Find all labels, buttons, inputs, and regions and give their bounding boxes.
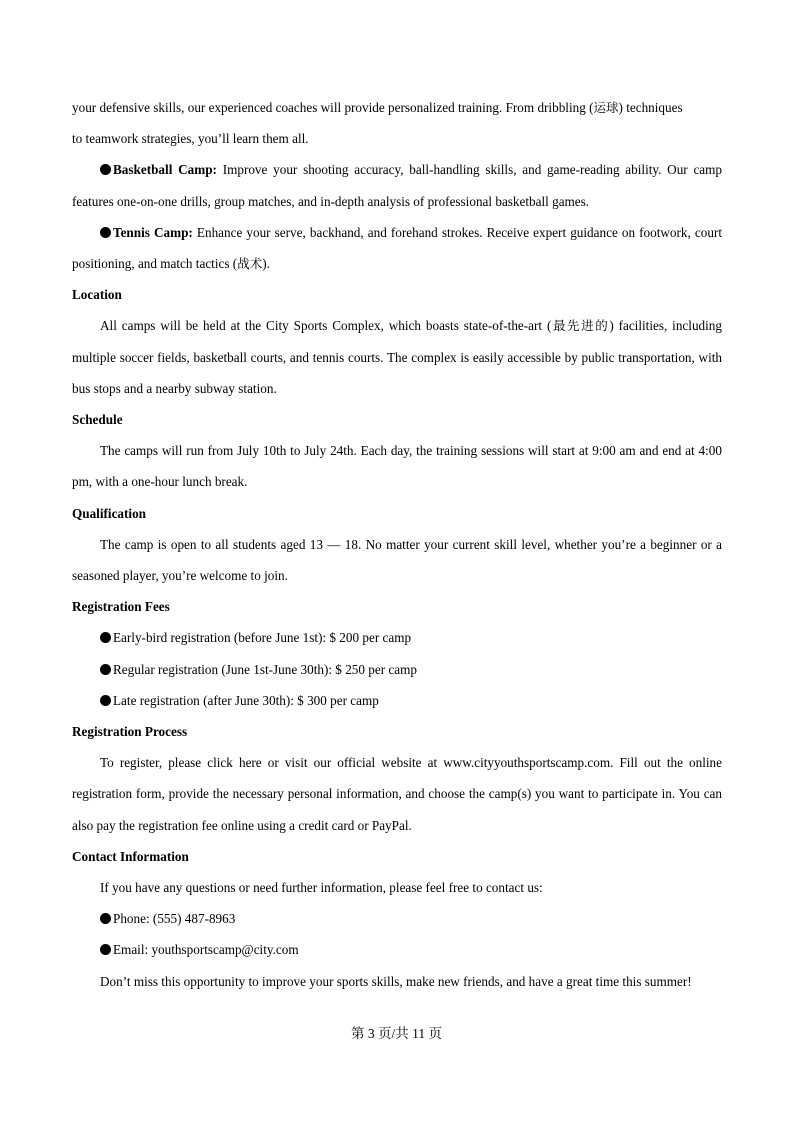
intro-line1-b: ) techniques <box>618 100 683 115</box>
schedule-heading: Schedule <box>72 412 123 428</box>
intro-line2: to teamwork strategies, you’ll learn them all. <box>72 131 309 147</box>
tennis-camp-item <box>72 217 722 279</box>
bullet-icon <box>100 944 111 955</box>
registration-process-heading: Registration Process <box>72 724 188 740</box>
contact-paragraph: If you have any questions or need further information, please feel free to contact us: <box>100 880 543 896</box>
tennis-camp-label: Tennis Camp: <box>113 224 193 240</box>
qualification-paragraph: The camp is open to all students aged 13 — 18. No matter your current skill level, whether you’re a beginner or a seasoned player, you’re welcome to join. <box>72 536 722 584</box>
bullet-icon <box>100 913 111 924</box>
location-text-b: ) facilities, including multiple soccer fields, basketball courts, and tennis courts. The complex is easily accessible by public transportation, with bus stops and a nearby subway station. <box>72 318 722 396</box>
page-footer: 第 3 页/共 11 页 <box>351 1026 442 1041</box>
closing-paragraph: Don’t miss this opportunity to improve your sports skills, make new friends, and have a great time this summer! <box>100 973 692 989</box>
intro-paragraph <box>72 92 722 154</box>
basketball-camp-text: Improve your shooting accuracy, ball-handling skills, and game-reading ability. Our camp features one-on-one drills, group matches, and in-depth analysis of professional basketball games. <box>72 162 723 209</box>
intro-line1-a: your defensive skills, our experienced coaches will provide personalized training. From dribbling ( <box>72 100 594 115</box>
bullet-icon <box>100 227 111 238</box>
fee-item-text: Regular registration (June 1st-June 30th): $ 250 per camp <box>113 661 417 677</box>
contact-email-text: Email: youthsportscamp@city.com <box>113 942 299 958</box>
tennis-camp-text-a: Enhance your serve, backhand, and forehand strokes. Receive expert guidance on footwork, court positioning, and match tactics ( <box>72 224 722 272</box>
tennis-camp-text-b: ). <box>262 256 270 272</box>
schedule-paragraph: The camps will run from July 10th to July 24th. Each day, the training sessions will start at 9:00 am and end at 4:00 pm, with a one-hour lunch break. <box>72 443 722 490</box>
document-page <box>72 92 722 997</box>
basketball-camp-item <box>72 154 722 216</box>
basketball-camp-label: Basketball Camp: <box>113 162 217 178</box>
location-paragraph <box>72 310 722 404</box>
bullet-icon <box>100 164 111 175</box>
location-cjk: 最先进的 <box>551 318 610 334</box>
bullet-icon <box>100 632 111 643</box>
qualification-heading: Qualification <box>72 505 146 521</box>
fee-item-text: Late registration (after June 30th): $ 300 per camp <box>113 692 379 708</box>
registration-process-paragraph: To register, please click here or visit our official website at www.cityyouthsportscamp.com. Fill out the online registration form, provide the necessary personal information, and choose the camp(s) you want to participate in. You can also pay the registration fee online using a credit card or PayPal. <box>72 755 722 833</box>
fee-item <box>72 622 722 653</box>
fee-item-text: Early-bird registration (before June 1st): $ 200 per camp <box>113 630 412 646</box>
bullet-icon <box>100 695 111 706</box>
contact-phone-text: Phone: (555) 487-8963 <box>113 911 236 927</box>
contact-email <box>72 934 722 965</box>
location-text-a: All camps will be held at the City Sports Complex, which boasts state-of-the-art ( <box>100 318 552 334</box>
location-heading: Location <box>72 287 122 303</box>
registration-fees-heading: Registration Fees <box>72 599 170 615</box>
intro-line1-cjk: 运球 <box>593 100 619 115</box>
contact-heading: Contact Information <box>72 848 189 864</box>
bullet-icon <box>100 664 111 675</box>
tennis-camp-cjk: 战术 <box>237 256 263 272</box>
fee-item <box>72 685 722 716</box>
fee-item <box>72 654 722 685</box>
contact-phone <box>72 903 722 934</box>
